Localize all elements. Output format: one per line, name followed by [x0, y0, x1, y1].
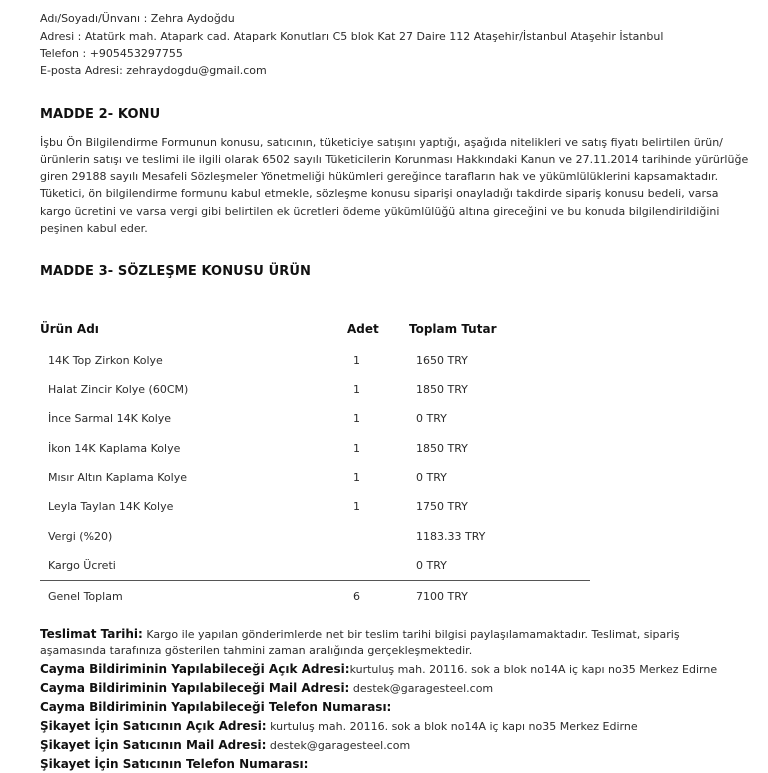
row-total: 0 TRY: [416, 559, 447, 572]
buyer-address: Adresi : Atatürk mah. Atapark cad. Atapark Konutları C5 blok Kat 27 Daire 112 Ataşehir/İstanbul Ataşehir İstanbul: [40, 30, 664, 43]
grand-total-amount: 7100 TRY: [416, 590, 468, 603]
delivery-info: [40, 626, 680, 643]
complaint-mail-value: destek@garagesteel.com: [266, 739, 411, 752]
row-name: Leyla Taylan 14K Kolye: [48, 500, 174, 513]
table-divider: [40, 580, 590, 581]
row-name: Mısır Altın Kaplama Kolye: [48, 471, 187, 484]
row-qty: 1: [353, 442, 360, 455]
complaint-mail: [40, 737, 410, 754]
column-header-name: Ürün Adı: [40, 322, 99, 336]
buyer-phone: Telefon : +905453297755: [40, 47, 183, 60]
grand-total-label: Genel Toplam: [48, 590, 123, 603]
madde2-line: Tüketici, ön bilgilendirme formunu kabul etmekle, sözleşme konusu siparişi onayladığı takdirde sipariş konusu bedeli, varsa: [40, 187, 719, 200]
row-total: 0 TRY: [416, 471, 447, 484]
row-name: İkon 14K Kaplama Kolye: [48, 442, 181, 455]
complaint-mail-label: Şikayet İçin Satıcının Mail Adresi:: [40, 738, 267, 752]
cayma-mail-label: Cayma Bildiriminin Yapılabileceği Mail Adresi:: [40, 681, 350, 695]
cayma-address-value: kurtuluş mah. 20116. sok a blok no14A iç kapı no35 Merkez Edirne: [349, 663, 718, 676]
row-qty: 1: [353, 412, 360, 425]
cayma-mail-value: destek@garagesteel.com: [349, 682, 494, 695]
madde2-line: İşbu Ön Bilgilendirme Formunun konusu, satıcının, tüketiciye satışını yaptığı, aşağıda nitelikleri ve satış fiyatı belirtilen ürün/: [40, 136, 723, 149]
row-total: 1850 TRY: [416, 442, 468, 455]
cayma-mail: [40, 680, 493, 697]
row-total: 1183.33 TRY: [416, 530, 486, 543]
row-total: 0 TRY: [416, 412, 447, 425]
buyer-name: Adı/Soyadı/Ünvanı : Zehra Aydoğdu: [40, 12, 235, 25]
row-name: İnce Sarmal 14K Kolye: [48, 412, 172, 425]
row-name: Vergi (%20): [48, 530, 113, 543]
delivery-text-cont: aşamasında tarafınıza gösterilen tahmini zaman aralığında gerçekleşmektedir.: [40, 644, 473, 657]
grand-total-qty: 6: [353, 590, 360, 603]
buyer-email: E-posta Adresi: zehraydogdu@gmail.com: [40, 64, 267, 77]
column-header-total: Toplam Tutar: [409, 322, 497, 336]
row-name: 14K Top Zirkon Kolye: [48, 354, 163, 367]
row-total: 1750 TRY: [416, 500, 468, 513]
madde2-line: ürünlerin satışı ve teslimi ile ilgili olarak 6502 sayılı Tüketicilerin Korunması Hakkındaki Kanun ve 27.11.2014 tarihinde yürürlüğe: [40, 153, 749, 166]
column-header-qty: Adet: [347, 322, 379, 336]
complaint-phone-label: Şikayet İçin Satıcının Telefon Numarası:: [40, 757, 309, 771]
cayma-address-label: Cayma Bildiriminin Yapılabileceği Açık Adresi:: [40, 662, 350, 676]
cayma-address: [40, 661, 717, 678]
row-qty: 1: [353, 383, 360, 396]
madde3-heading: MADDE 3- SÖZLEŞME KONUSU ÜRÜN: [40, 264, 311, 279]
madde2-heading: MADDE 2- KONU: [40, 107, 161, 122]
cayma-phone-label: Cayma Bildiriminin Yapılabileceği Telefon Numarası:: [40, 700, 392, 714]
madde2-line: kargo ücretini ve varsa vergi gibi belirtilen ek ücretleri ödeme yükümlülüğü altına gireceğini ve bu konuda bilgilendirildiğini: [40, 205, 720, 218]
row-total: 1850 TRY: [416, 383, 468, 396]
row-qty: 1: [353, 354, 360, 367]
cayma-phone: [40, 699, 391, 716]
row-name: Kargo Ücreti: [48, 559, 116, 572]
complaint-address: [40, 718, 638, 735]
complaint-address-value: kurtuluş mah. 20116. sok a blok no14A iç kapı no35 Merkez Edirne: [266, 720, 638, 733]
row-qty: 1: [353, 500, 360, 513]
complaint-address-label: Şikayet İçin Satıcının Açık Adresi:: [40, 719, 267, 733]
delivery-label: Teslimat Tarihi:: [40, 627, 143, 641]
complaint-phone: [40, 756, 308, 773]
row-total: 1650 TRY: [416, 354, 468, 367]
delivery-text: Kargo ile yapılan gönderimlerde net bir teslim tarihi bilgisi paylaşılamamaktadır. Teslimat, sipariş: [142, 628, 680, 641]
row-name: Halat Zincir Kolye (60CM): [48, 383, 189, 396]
row-qty: 1: [353, 471, 360, 484]
madde2-line: peşinen kabul eder.: [40, 222, 148, 235]
madde2-line: giren 29188 sayılı Mesafeli Sözleşmeler Yönetmeliği hükümleri gereğince tarafların hak ve yükümlülüklerini kapsamaktadır.: [40, 170, 719, 183]
